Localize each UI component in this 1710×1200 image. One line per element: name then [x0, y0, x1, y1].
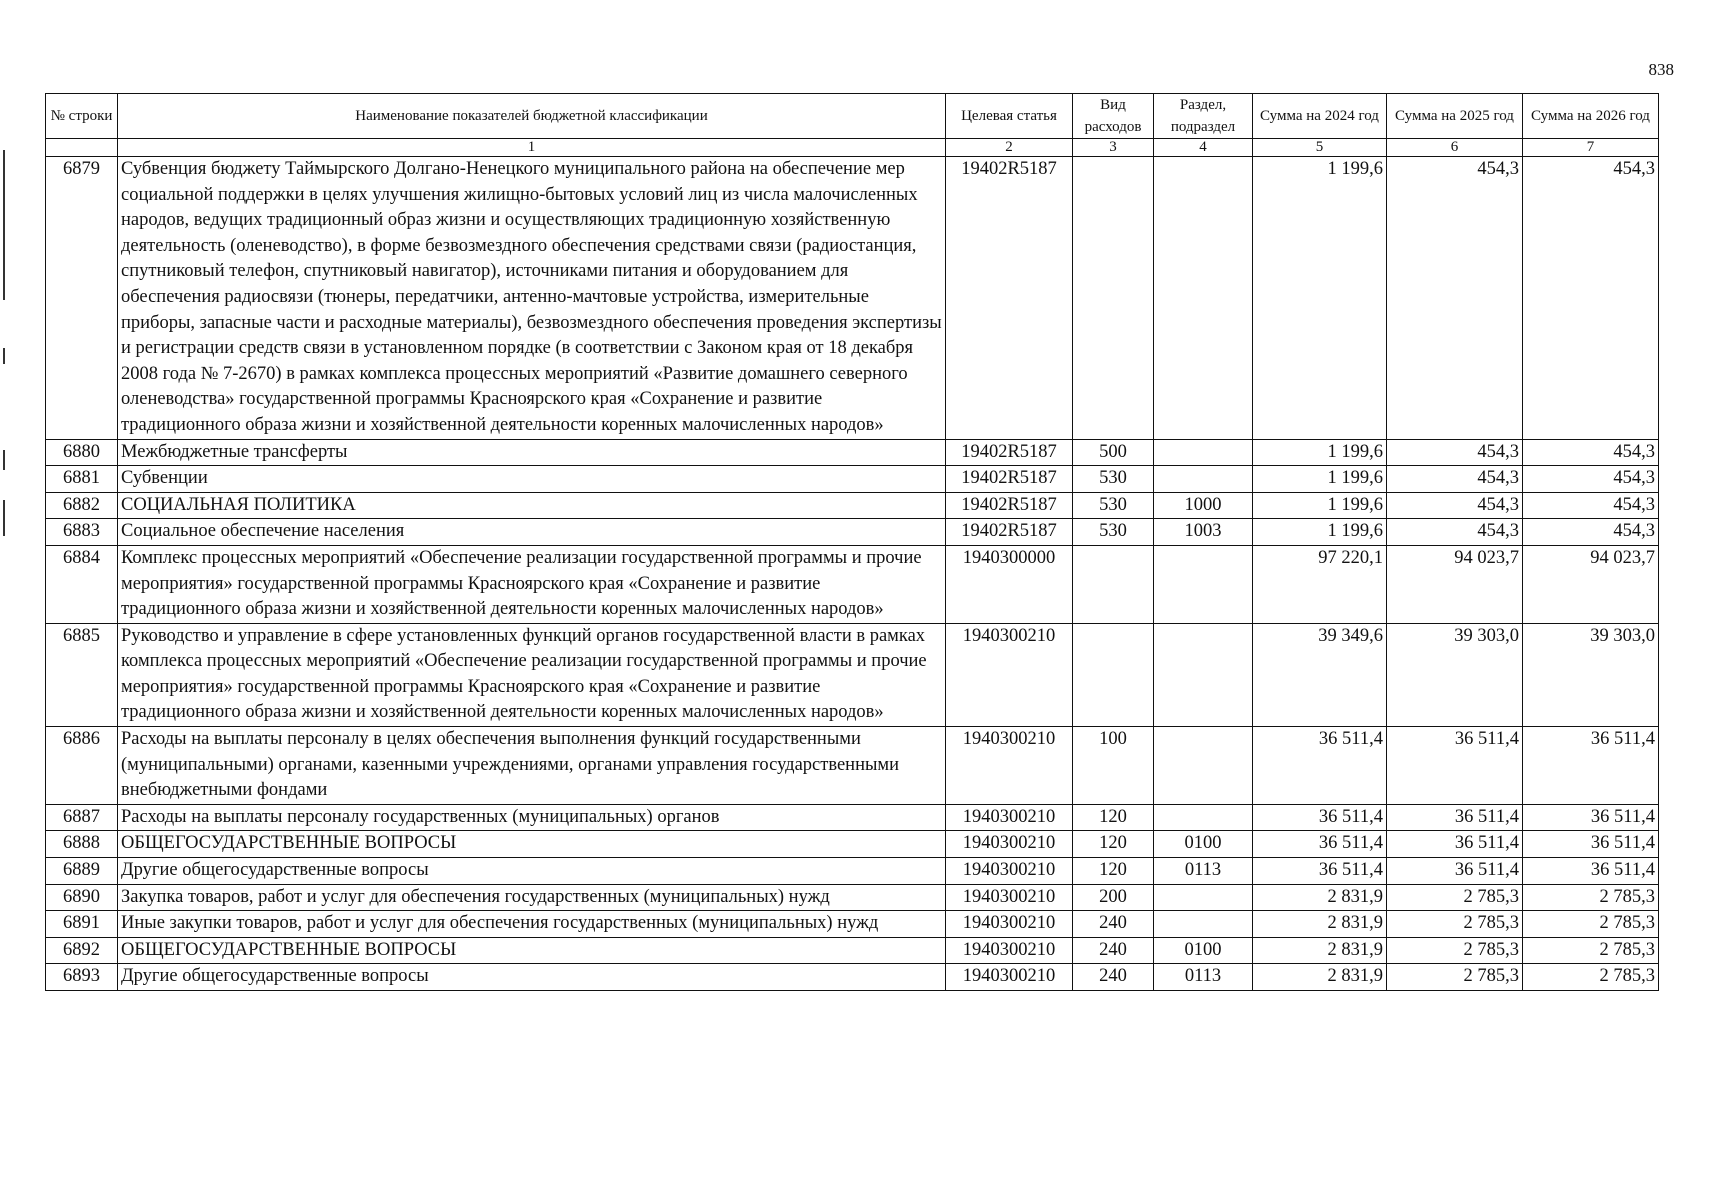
target-article-cell: 1940300210: [946, 831, 1073, 858]
row-number-cell: 6885: [46, 623, 118, 726]
name-cell: Другие общегосударственные вопросы: [118, 858, 946, 885]
column-number: 3: [1073, 139, 1154, 157]
row-number-cell: 6891: [46, 911, 118, 938]
header-name: Наименование показателей бюджетной классификации: [118, 94, 946, 139]
sum-2025-cell: 454,3: [1387, 519, 1523, 546]
header-sum-2024: Сумма на 2024 год: [1253, 94, 1387, 139]
sum-2026-cell: 2 785,3: [1523, 937, 1659, 964]
section-cell: [1154, 884, 1253, 911]
sum-2025-cell: 454,3: [1387, 492, 1523, 519]
column-number-row: [46, 139, 1659, 157]
expense-type-cell: [1073, 623, 1154, 726]
row-number-cell: 6886: [46, 727, 118, 805]
section-cell: 0113: [1154, 964, 1253, 991]
name-cell: Иные закупки товаров, работ и услуг для обеспечения государственных (муниципальных) нужд: [118, 911, 946, 938]
target-article-cell: 1940300210: [946, 964, 1073, 991]
column-number: 2: [946, 139, 1073, 157]
target-article-cell: 19402R5187: [946, 466, 1073, 493]
sum-2025-cell: 454,3: [1387, 439, 1523, 466]
header-target-article: Целевая статья: [946, 94, 1073, 139]
expense-type-cell: 240: [1073, 911, 1154, 938]
sum-2024-cell: 1 199,6: [1253, 519, 1387, 546]
sum-2025-cell: 36 511,4: [1387, 858, 1523, 885]
expense-type-cell: [1073, 545, 1154, 623]
sum-2026-cell: 94 023,7: [1523, 545, 1659, 623]
sum-2026-cell: 36 511,4: [1523, 727, 1659, 805]
table-row: [46, 727, 1659, 805]
sum-2024-cell: 2 831,9: [1253, 911, 1387, 938]
section-cell: [1154, 911, 1253, 938]
section-cell: 0100: [1154, 937, 1253, 964]
row-number-cell: 6881: [46, 466, 118, 493]
column-number: 4: [1154, 139, 1253, 157]
sum-2024-cell: 2 831,9: [1253, 937, 1387, 964]
sum-2026-cell: 454,3: [1523, 519, 1659, 546]
header-row-number: № строки: [46, 94, 118, 139]
expense-type-cell: 530: [1073, 466, 1154, 493]
section-cell: 1003: [1154, 519, 1253, 546]
sum-2025-cell: 36 511,4: [1387, 727, 1523, 805]
sum-2025-cell: 454,3: [1387, 157, 1523, 440]
target-article-cell: 1940300210: [946, 937, 1073, 964]
table-row: [46, 466, 1659, 493]
sum-2024-cell: 97 220,1: [1253, 545, 1387, 623]
target-article-cell: 1940300210: [946, 804, 1073, 831]
table-row: [46, 804, 1659, 831]
target-article-cell: 1940300210: [946, 727, 1073, 805]
target-article-cell: 1940300210: [946, 884, 1073, 911]
sum-2026-cell: 2 785,3: [1523, 911, 1659, 938]
column-number: 1: [118, 139, 946, 157]
expense-type-cell: 100: [1073, 727, 1154, 805]
section-cell: [1154, 466, 1253, 493]
sum-2026-cell: 454,3: [1523, 466, 1659, 493]
sum-2026-cell: 36 511,4: [1523, 831, 1659, 858]
name-cell: Расходы на выплаты персоналу в целях обеспечения выполнения функций государственными (муниципальными) органами, казенными учреждениями, органами управления государственными внебюджетными фондами: [118, 727, 946, 805]
section-cell: [1154, 157, 1253, 440]
column-number: [46, 139, 118, 157]
scan-edge-mark: [3, 150, 5, 300]
row-number-cell: 6883: [46, 519, 118, 546]
expense-type-cell: 120: [1073, 858, 1154, 885]
sum-2026-cell: 36 511,4: [1523, 804, 1659, 831]
scan-edge-mark: [3, 500, 5, 536]
name-cell: Руководство и управление в сфере установленных функций органов государственной власти в рамках комплекса процессных мероприятий «Обеспечение реализации государственной программы и прочие мероприятия» государственной программы Красноярского края «Сохранение и развитие традиционного образа жизни и хозяйственной деятельности коренных малочисленных народов»: [118, 623, 946, 726]
table-row: [46, 157, 1659, 440]
sum-2026-cell: 2 785,3: [1523, 964, 1659, 991]
row-number-cell: 6884: [46, 545, 118, 623]
table-row: [46, 623, 1659, 726]
table-row: [46, 831, 1659, 858]
expense-type-cell: 240: [1073, 937, 1154, 964]
name-cell: Другие общегосударственные вопросы: [118, 964, 946, 991]
table-body: [46, 157, 1659, 991]
sum-2024-cell: 36 511,4: [1253, 831, 1387, 858]
target-article-cell: 19402R5187: [946, 157, 1073, 440]
header-expense-type: Вид расходов: [1073, 94, 1154, 139]
name-cell: Закупка товаров, работ и услуг для обеспечения государственных (муниципальных) нужд: [118, 884, 946, 911]
table-row: [46, 911, 1659, 938]
sum-2024-cell: 36 511,4: [1253, 804, 1387, 831]
table-row: [46, 545, 1659, 623]
row-number-cell: 6889: [46, 858, 118, 885]
section-cell: 1000: [1154, 492, 1253, 519]
sum-2024-cell: 39 349,6: [1253, 623, 1387, 726]
row-number-cell: 6880: [46, 439, 118, 466]
expense-type-cell: 530: [1073, 519, 1154, 546]
expense-type-cell: 500: [1073, 439, 1154, 466]
section-cell: [1154, 545, 1253, 623]
name-cell: ОБЩЕГОСУДАРСТВЕННЫЕ ВОПРОСЫ: [118, 937, 946, 964]
name-cell: Комплекс процессных мероприятий «Обеспечение реализации государственной программы и прочие мероприятия» государственной программы Красноярского края «Сохранение и развитие традиционного образа жизни и хозяйственной деятельности коренных малочисленных народов»: [118, 545, 946, 623]
budget-table: [45, 93, 1659, 991]
sum-2026-cell: 36 511,4: [1523, 858, 1659, 885]
target-article-cell: 1940300210: [946, 623, 1073, 726]
column-number: 7: [1523, 139, 1659, 157]
expense-type-cell: [1073, 157, 1154, 440]
column-number: 5: [1253, 139, 1387, 157]
sum-2024-cell: 1 199,6: [1253, 466, 1387, 493]
row-number-cell: 6882: [46, 492, 118, 519]
sum-2026-cell: 454,3: [1523, 439, 1659, 466]
target-article-cell: 1940300210: [946, 858, 1073, 885]
expense-type-cell: 120: [1073, 804, 1154, 831]
sum-2024-cell: 2 831,9: [1253, 964, 1387, 991]
row-number-cell: 6893: [46, 964, 118, 991]
sum-2024-cell: 2 831,9: [1253, 884, 1387, 911]
name-cell: Межбюджетные трансферты: [118, 439, 946, 466]
row-number-cell: 6890: [46, 884, 118, 911]
sum-2026-cell: 39 303,0: [1523, 623, 1659, 726]
table-row: [46, 964, 1659, 991]
name-cell: СОЦИАЛЬНАЯ ПОЛИТИКА: [118, 492, 946, 519]
scan-edge-mark: [3, 450, 5, 470]
header-sum-2026: Сумма на 2026 год: [1523, 94, 1659, 139]
expense-type-cell: 530: [1073, 492, 1154, 519]
page-number: 838: [1648, 60, 1674, 79]
table-row: [46, 937, 1659, 964]
row-number-cell: 6888: [46, 831, 118, 858]
section-cell: [1154, 727, 1253, 805]
target-article-cell: 1940300000: [946, 545, 1073, 623]
expense-type-cell: 200: [1073, 884, 1154, 911]
section-cell: 0113: [1154, 858, 1253, 885]
row-number-cell: 6892: [46, 937, 118, 964]
sum-2025-cell: 2 785,3: [1387, 964, 1523, 991]
sum-2025-cell: 36 511,4: [1387, 831, 1523, 858]
sum-2024-cell: 36 511,4: [1253, 858, 1387, 885]
target-article-cell: 19402R5187: [946, 439, 1073, 466]
sum-2025-cell: 454,3: [1387, 466, 1523, 493]
section-cell: [1154, 623, 1253, 726]
table-row: [46, 519, 1659, 546]
header-sum-2025: Сумма на 2025 год: [1387, 94, 1523, 139]
expense-type-cell: 240: [1073, 964, 1154, 991]
table-row: [46, 858, 1659, 885]
sum-2026-cell: 454,3: [1523, 492, 1659, 519]
table-row: [46, 884, 1659, 911]
scan-edge-mark: [3, 348, 5, 364]
row-number-cell: 6887: [46, 804, 118, 831]
table-row: [46, 439, 1659, 466]
table-row: [46, 492, 1659, 519]
column-number: 6: [1387, 139, 1523, 157]
name-cell: ОБЩЕГОСУДАРСТВЕННЫЕ ВОПРОСЫ: [118, 831, 946, 858]
section-cell: [1154, 804, 1253, 831]
sum-2024-cell: 1 199,6: [1253, 439, 1387, 466]
sum-2024-cell: 36 511,4: [1253, 727, 1387, 805]
sum-2025-cell: 36 511,4: [1387, 804, 1523, 831]
target-article-cell: 1940300210: [946, 911, 1073, 938]
sum-2025-cell: 39 303,0: [1387, 623, 1523, 726]
row-number-cell: 6879: [46, 157, 118, 440]
sum-2026-cell: 454,3: [1523, 157, 1659, 440]
name-cell: Субвенции: [118, 466, 946, 493]
sum-2025-cell: 2 785,3: [1387, 911, 1523, 938]
sum-2025-cell: 2 785,3: [1387, 884, 1523, 911]
sum-2024-cell: 1 199,6: [1253, 157, 1387, 440]
name-cell: Социальное обеспечение населения: [118, 519, 946, 546]
sum-2025-cell: 94 023,7: [1387, 545, 1523, 623]
expense-type-cell: 120: [1073, 831, 1154, 858]
name-cell: Расходы на выплаты персоналу государственных (муниципальных) органов: [118, 804, 946, 831]
header-row: [46, 94, 1659, 139]
sum-2026-cell: 2 785,3: [1523, 884, 1659, 911]
sum-2024-cell: 1 199,6: [1253, 492, 1387, 519]
section-cell: 0100: [1154, 831, 1253, 858]
sum-2025-cell: 2 785,3: [1387, 937, 1523, 964]
name-cell: Субвенция бюджету Таймырского Долгано-Ненецкого муниципального района на обеспечение мер социальной поддержки в целях улучшения жилищно-бытовых условий лиц из числа малочисленных народов, ведущих традиционный образ жизни и осуществляющих традиционную хозяйственную деятельность (оленеводство), в форме безвозмездного обеспечения средствами связи (радиостанция, спутниковый телефон, спутниковый навигатор), источниками питания и оборудованием для обеспечения радиосвязи (тюнеры, передатчики, антенно-мачтовые устройства, измерительные приборы, запасные части и расходные материалы), безвозмездного обеспечения проведения экспертизы и регистрации средств связи в установленном порядке (в соответствии с Законом края от 18 декабря 2008 года № 7-2670) в рамках комплекса процессных мероприятий «Развитие домашнего северного оленеводства» государственной программы Красноярского края «Сохранение и развитие традиционного образа жизни и хозяйственной деятельности коренных малочисленных народов»: [118, 157, 946, 440]
header-section: Раздел, подраздел: [1154, 94, 1253, 139]
target-article-cell: 19402R5187: [946, 492, 1073, 519]
target-article-cell: 19402R5187: [946, 519, 1073, 546]
section-cell: [1154, 439, 1253, 466]
